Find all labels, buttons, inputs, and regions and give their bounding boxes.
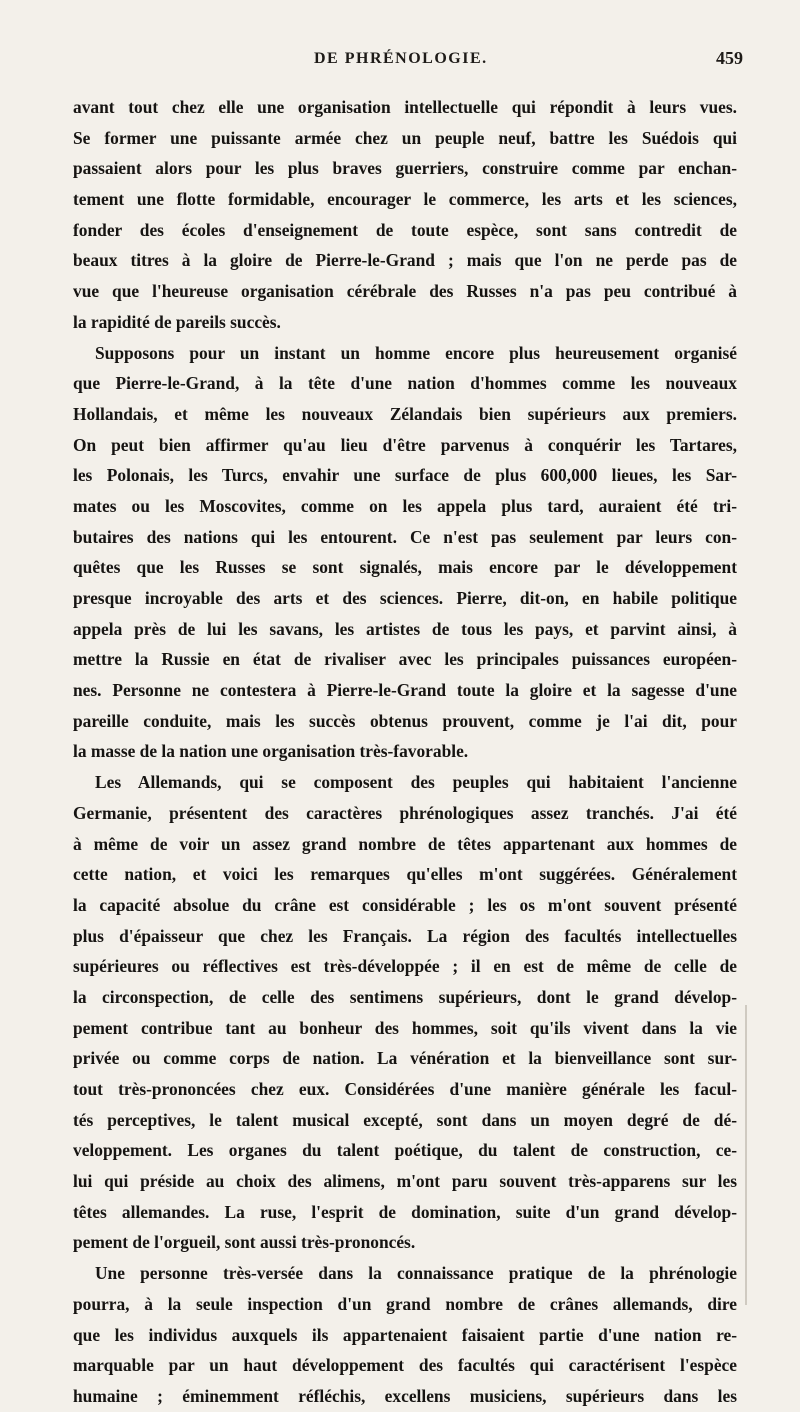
text-line: tement une flotte formidable, encourager le commerce, les arts et les sciences, [73,189,737,210]
text-line: Germanie, présentent des caractères phrénologiques assez tranchés. J'ai été [73,802,737,823]
page-header [0,50,800,80]
text-line: appela près de lui les savans, les artistes de tous les pays, et parvint ainsi, à [73,618,737,639]
text-line: tés perceptives, le talent musical excepté, sont dans un moyen degré de dé- [73,1109,737,1130]
text-line: les Polonais, les Turcs, envahir une surface de plus 600,000 lieues, les Sar- [73,465,737,486]
text-line: supérieures ou réflectives est très-développée ; il en est de même de celle de [73,956,737,977]
text-line: pareille conduite, mais les succès obtenus prouvent, comme je l'ai dit, pour [73,710,737,731]
text-line: mates ou les Moscovites, comme on les appela plus tard, auraient été tri- [73,495,737,516]
text-line: Les Allemands, qui se composent des peuples qui habitaient l'ancienne [95,772,737,793]
text-line: la masse de la nation une organisation très-favorable. [73,741,469,762]
margin-shadow [745,1005,747,1305]
text-line: mettre la Russie en état de rivaliser avec les principales puissances européen- [73,649,737,670]
text-line: fonder des écoles d'enseignement de toute espèce, sont sans contredit de [73,219,737,240]
text-line: humaine ; éminemment réfléchis, excellens musiciens, supérieurs dans les [73,1385,737,1406]
text-line: quêtes que les Russes se sont signalés, mais encore par le développement [73,557,737,578]
text-line: pourra, à la seule inspection d'un grand nombre de crânes allemands, dire [73,1293,737,1314]
text-line: beaux titres à la gloire de Pierre-le-Grand ; mais que l'on ne perde pas de [73,250,737,271]
text-line: Se former une puissante armée chez un peuple neuf, battre les Suédois qui [73,127,737,148]
body-text [73,92,737,1412]
text-line: On peut bien affirmer qu'au lieu d'être parvenus à conquérir les Tartares, [73,434,737,455]
text-line: que les individus auxquels ils appartenaient faisaient partie d'une nation re- [73,1324,737,1345]
text-line: Hollandais, et même les nouveaux Zélandais bien supérieurs aux premiers. [73,403,737,424]
text-line: marquable par un haut développement des facultés qui caractérisent l'espèce [73,1355,737,1376]
text-line: lui qui préside au choix des alimens, m'ont paru souvent très-apparens sur les [73,1171,737,1192]
text-line: avant tout chez elle une organisation intellectuelle qui répondit à leurs vues. [73,97,737,117]
text-line: presque incroyable des arts et des sciences. Pierre, dit-on, en habile politique [73,588,737,608]
text-line: nes. Personne ne contestera à Pierre-le-Grand toute la gloire et la sagesse d'une [73,680,737,701]
text-line: la rapidité de pareils succès. [73,311,281,332]
text-line: plus d'épaisseur que chez les Français. La région des facultés intellectuelles [73,925,737,946]
text-line: butaires des nations qui les entourent. Ce n'est pas seulement par leurs con- [73,526,737,547]
text-line: la capacité absolue du crâne est considérable ; les os m'ont souvent présenté [73,894,737,915]
text-line: passaient alors pour les plus braves guerriers, construire comme par enchan- [73,158,737,179]
text-line: veloppement. Les organes du talent poétique, du talent de construction, ce- [73,1140,737,1161]
page-number: 459 [716,48,743,68]
text-line: Une personne très-versée dans la connaissance pratique de la phrénologie [95,1263,737,1284]
text-line: têtes allemandes. La ruse, l'esprit de domination, suite d'un grand dévelop- [73,1201,737,1222]
text-line: pement de l'orgueil, sont aussi très-prononcés. [73,1232,416,1253]
text-line: tout très-prononcées chez eux. Considérées d'une manière générale les facul- [73,1079,737,1099]
running-title: DE PHRÉNOLOGIE. [314,50,488,67]
text-line: à même de voir un assez grand nombre de têtes appartenant aux hommes de [73,833,737,854]
text-line: que Pierre-le-Grand, à la tête d'une nation d'hommes comme les nouveaux [73,373,737,394]
text-line: cette nation, et voici les remarques qu'elles m'ont suggérées. Généralement [73,864,737,885]
text-line: pement contribue tant au bonheur des hommes, soit qu'ils vivent dans la vie [73,1017,737,1038]
text-line: Supposons pour un instant un homme encore plus heureusement organisé [95,342,737,363]
text-line: la circonspection, de celle des sentimens supérieurs, dont le grand dévelop- [73,986,737,1007]
text-line: privée ou comme corps de nation. La vénération et la bienveillance sont sur- [73,1048,737,1069]
text-line: vue que l'heureuse organisation cérébrale des Russes n'a pas peu contribué à [73,281,737,302]
